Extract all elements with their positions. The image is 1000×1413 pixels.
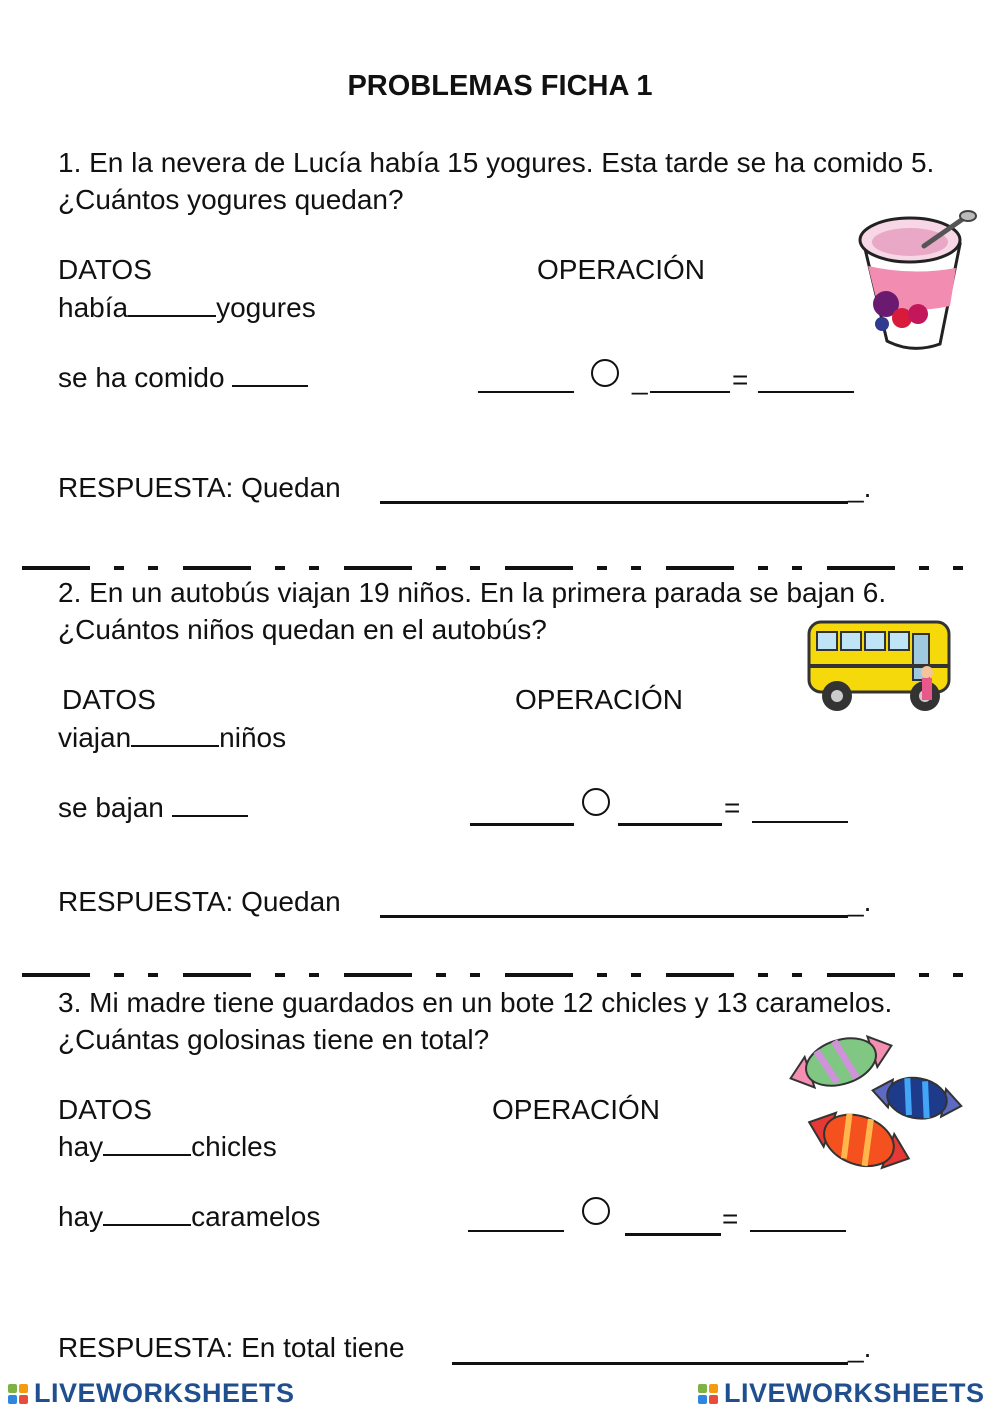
problem-2-blank-total[interactable]	[131, 723, 219, 747]
problem-3-line1-pre: hay	[58, 1131, 104, 1162]
problem-2-line2-pre: se bajan	[58, 792, 164, 823]
problem-3-line2-post: caramelos	[191, 1201, 321, 1232]
problem-2-answer-blank[interactable]	[380, 915, 848, 918]
problem-2-data-line-1	[58, 722, 286, 754]
problem-1-line2-pre: se ha comido	[58, 362, 225, 393]
problem-2-equals: =	[724, 792, 741, 823]
problem-3-answer-label: RESPUESTA: En total tiene	[58, 1332, 405, 1363]
problem-3-equals: =	[722, 1203, 739, 1234]
problem-3-data-line-1	[58, 1131, 277, 1163]
yogurt-cup-image	[852, 206, 977, 354]
problem-2-operand-2-blank[interactable]	[618, 823, 722, 826]
problem-2-line1-pre: viajan	[58, 722, 132, 753]
problem-3-data-line-2	[58, 1201, 320, 1233]
liveworksheets-logo-icon	[698, 1384, 718, 1404]
candies-image	[786, 1022, 966, 1184]
problem-2-statement: 2. En un autobús viajan 19 niños. En la primera parada se bajan 6. ¿Cuántos niños quedan en el autobús?	[58, 577, 887, 645]
problem-2-operacion-label: OPERACIÓN	[515, 684, 684, 715]
problem-3-operand-1-blank[interactable]	[468, 1230, 564, 1232]
footer-brand-left-text: LIVEWORKSHEETS	[34, 1378, 295, 1408]
problem-1-datos-label: DATOS	[58, 254, 152, 285]
problem-1-answer-label: RESPUESTA: Quedan	[58, 472, 341, 503]
problem-3-statement: 3. Mi madre tiene guardados en un bote 12 chicles y 13 caramelos. ¿Cuántas golosinas tiene en total?	[58, 987, 893, 1055]
problem-1-data-line-1	[58, 292, 316, 324]
footer-brand-right[interactable]	[698, 1378, 985, 1409]
problem-1-operand-1-blank[interactable]	[478, 391, 574, 393]
problem-2-operand-1-blank[interactable]	[470, 823, 574, 826]
school-bus-image	[805, 612, 955, 717]
problem-1-operacion-label: OPERACIÓN	[537, 254, 706, 285]
problem-1-gap-char: _	[632, 364, 648, 395]
problem-1-result-blank[interactable]	[758, 391, 854, 393]
problem-2-blank-off[interactable]	[172, 793, 248, 817]
problem-3-line1-post: chicles	[191, 1131, 277, 1162]
section-divider-1	[22, 566, 967, 570]
problem-3-line2-pre: hay	[58, 1201, 104, 1232]
problem-3-blank-chicles[interactable]	[103, 1132, 191, 1156]
problem-1-blank-eaten[interactable]	[232, 363, 308, 387]
problem-1-data-line-2	[58, 362, 308, 394]
problem-2-result-blank[interactable]	[752, 821, 848, 823]
problem-1-answer-blank[interactable]	[380, 501, 848, 504]
problem-3-operacion-label: OPERACIÓN	[492, 1094, 661, 1125]
problem-2-operator-circle[interactable]	[582, 788, 610, 816]
problem-2-answer-end: _.	[848, 886, 872, 917]
problem-1-line1-pre: había	[58, 292, 129, 323]
problem-3-datos-label: DATOS	[58, 1094, 152, 1125]
footer-brand-right-text: LIVEWORKSHEETS	[724, 1378, 985, 1408]
section-divider-2	[22, 973, 967, 977]
problem-1-statement: 1. En la nevera de Lucía había 15 yogures. Esta tarde se ha comido 5. ¿Cuántos yogures quedan?	[58, 147, 935, 215]
problem-1-answer-end: _.	[848, 472, 872, 503]
problem-2-line1-post: niños	[219, 722, 287, 753]
problem-3-blank-caramelos[interactable]	[103, 1202, 191, 1226]
problem-3-operand-2-blank[interactable]	[625, 1233, 721, 1236]
problem-3-answer-blank[interactable]	[452, 1362, 848, 1365]
problem-1-operand-2-blank[interactable]	[650, 391, 730, 393]
problem-1-line1-post: yogures	[216, 292, 316, 323]
problem-3-answer-end: _.	[848, 1332, 872, 1363]
problem-2-data-line-2	[58, 792, 248, 824]
page-title: PROBLEMAS FICHA 1	[347, 70, 653, 102]
problem-2-answer-label: RESPUESTA: Quedan	[58, 886, 341, 917]
problem-3-operator-circle[interactable]	[582, 1197, 610, 1225]
problem-2-datos-label: DATOS	[62, 684, 156, 715]
footer-brand-left[interactable]	[8, 1378, 295, 1409]
problem-1-operator-circle[interactable]	[591, 359, 619, 387]
problem-1-equals: =	[732, 364, 749, 395]
liveworksheets-logo-icon	[8, 1384, 28, 1404]
problem-3-result-blank[interactable]	[750, 1230, 846, 1232]
problem-1-blank-total[interactable]	[128, 293, 216, 317]
